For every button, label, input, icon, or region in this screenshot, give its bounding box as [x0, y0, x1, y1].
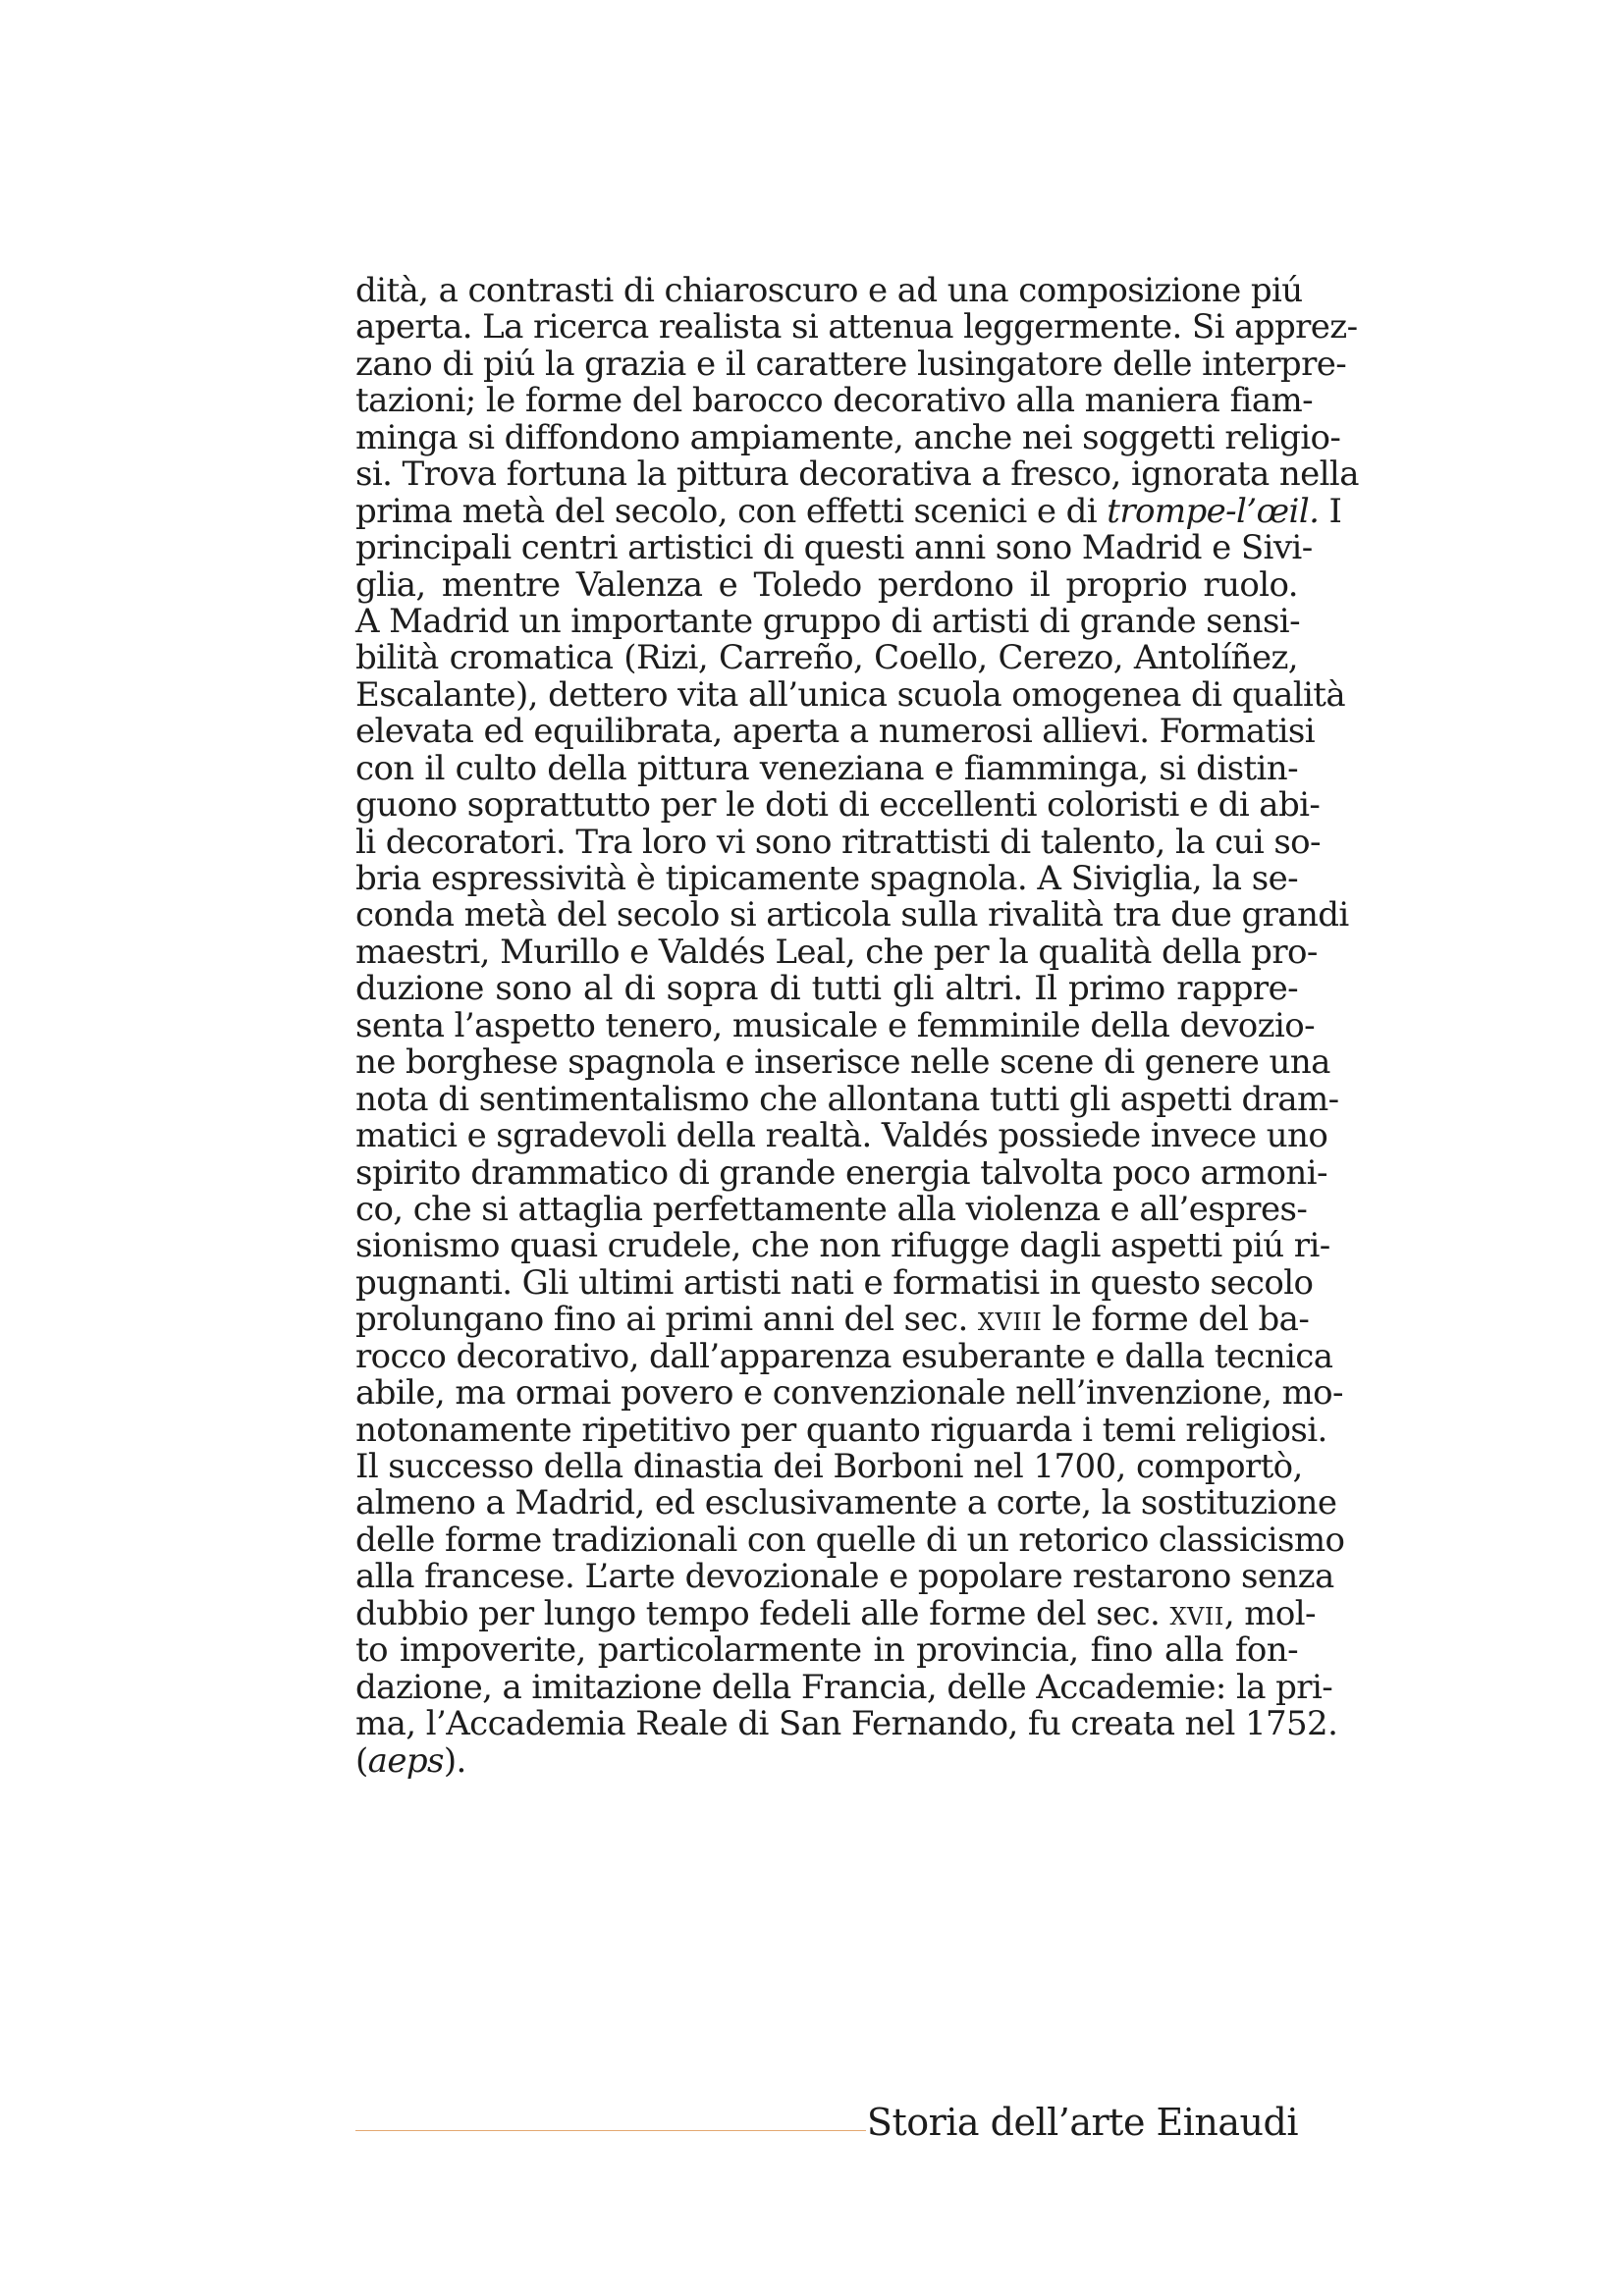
century-numeral: xviii [977, 1300, 1043, 1340]
text-line: spirito drammatico di grande energia talvolta poco armoni- [355, 1152, 1327, 1193]
text-line: bria espressività è tipicamente spagnola. A Siviglia, la se- [355, 859, 1298, 898]
text-line: aperta. La ricerca realista si attenua leggermente. Si apprez- [355, 307, 1358, 347]
text-line: A Madrid un importante gruppo di artisti di grande sensi- [355, 601, 1300, 641]
text-segment: ). [443, 1740, 466, 1781]
author-initials: aeps [367, 1740, 444, 1781]
text-line: rocco decorativo, dall’apparenza esuberante e dalla tecnica [355, 1336, 1333, 1376]
text-line: abile, ma ormai povero e convenzionale nell’invenzione, mo- [355, 1373, 1343, 1414]
text-segment: ( [355, 1740, 368, 1781]
text-line: minga si diffondono ampiamente, anche nei soggetti religio- [355, 417, 1341, 457]
text-segment: prima metà del secolo, con effetti scenici e di [355, 491, 1108, 531]
text-segment: I [1319, 491, 1342, 531]
page-footer [355, 2101, 1298, 2160]
text-line: pugnanti. Gli ultimi artisti nati e formatisi in questo secolo [355, 1262, 1314, 1303]
text-line: si. Trova fortuna la pittura decorativa a fresco, ignorata nella [355, 454, 1359, 495]
text-line: ma, l’Accademia Reale di San Fernando, fu creata nel 1752. [355, 1704, 1338, 1744]
text-line: elevata ed equilibrata, aperta a numerosi allievi. Formatisi [355, 712, 1316, 752]
author-signature-line [355, 1740, 1298, 1781]
text-line: nota di sentimentalismo che allontana tutti gli aspetti dram- [355, 1079, 1339, 1119]
footer-title: Storia dell’arte Einaudi [866, 2101, 1298, 2144]
text-line: zano di piú la grazia e il carattere lusingatore delle interpre- [355, 344, 1347, 384]
text-segment: prolungano fino ai primi anni del sec. [355, 1300, 978, 1340]
text-line: notonamente ripetitivo per quanto riguarda i temi religiosi. [355, 1410, 1327, 1450]
text-line: li decoratori. Tra loro vi sono ritrattisti di talento, la cui so- [355, 822, 1321, 862]
text-segment: le forme del ba- [1042, 1300, 1310, 1340]
text-line: co, che si attaglia perfettamente alla violenza e all’espres- [355, 1189, 1308, 1229]
text-line: dità, a contrasti di chiaroscuro e ad una composizione piú [355, 271, 1303, 310]
text-line: sionismo quasi crudele, che non rifugge dagli aspetti piú ri- [355, 1226, 1330, 1266]
text-line: to impoverite, particolarmente in provincia, fino alla fon- [355, 1630, 1298, 1671]
text-line: tazioni; le forme del barocco decorativo alla maniera fiam- [355, 381, 1314, 421]
text-line: con il culto della pittura veneziana e fiamminga, si distin- [355, 748, 1298, 788]
text-segment: , mol- [1223, 1593, 1316, 1633]
century-numeral: xvii [1169, 1593, 1224, 1633]
footer-rule [355, 2130, 866, 2131]
text-line: conda metà del secolo si articola sulla rivalità tra due grandi [355, 895, 1349, 935]
text-line: duzione sono al di sopra di tutti gli altri. Il primo rappre- [355, 969, 1298, 1009]
text-line: ne borghese spagnola e inserisce nelle scene di genere una [355, 1042, 1330, 1083]
italic-term: trompe-l’œil. [1107, 491, 1320, 531]
text-line: maestri, Murillo e Valdés Leal, che per la qualità della pro- [355, 932, 1318, 972]
text-line: senta l’aspetto tenero, musicale e femminile della devozio- [355, 1005, 1315, 1045]
text-line [355, 1300, 1310, 1340]
text-line [355, 491, 1342, 531]
text-line: dazione, a imitazione della Francia, delle Accademie: la pri- [355, 1667, 1333, 1707]
text-line: matici e sgradevoli della realtà. Valdés possiede invece uno [355, 1116, 1328, 1156]
text-line: guono soprattutto per le doti di eccellenti coloristi e di abi- [355, 785, 1321, 826]
text-line: Escalante), dettero vita all’unica scuola omogenea di qualità [355, 674, 1346, 715]
text-line: almeno a Madrid, ed esclusivamente a corte, la sostituzione [355, 1483, 1337, 1523]
text-line: delle forme tradizionali con quelle di un retorico classicismo [355, 1520, 1345, 1560]
text-line: bilità cromatica (Rizi, Carreño, Coello, Cerezo, Antolíñez, [355, 638, 1298, 678]
text-line: Il successo della dinastia dei Borboni nel 1700, comportò, [355, 1447, 1303, 1486]
text-line: glia, mentre Valenza e Toledo perdono il proprio ruolo. [355, 564, 1298, 605]
text-segment: dubbio per lungo tempo fedeli alle forme del sec. [355, 1593, 1170, 1633]
text-line: principali centri artistici di questi anni sono Madrid e Sivi- [355, 528, 1313, 568]
body-text [355, 271, 1359, 1781]
text-line [355, 1593, 1316, 1633]
text-line: alla francese. L’arte devozionale e popolare restarono senza [355, 1557, 1334, 1597]
